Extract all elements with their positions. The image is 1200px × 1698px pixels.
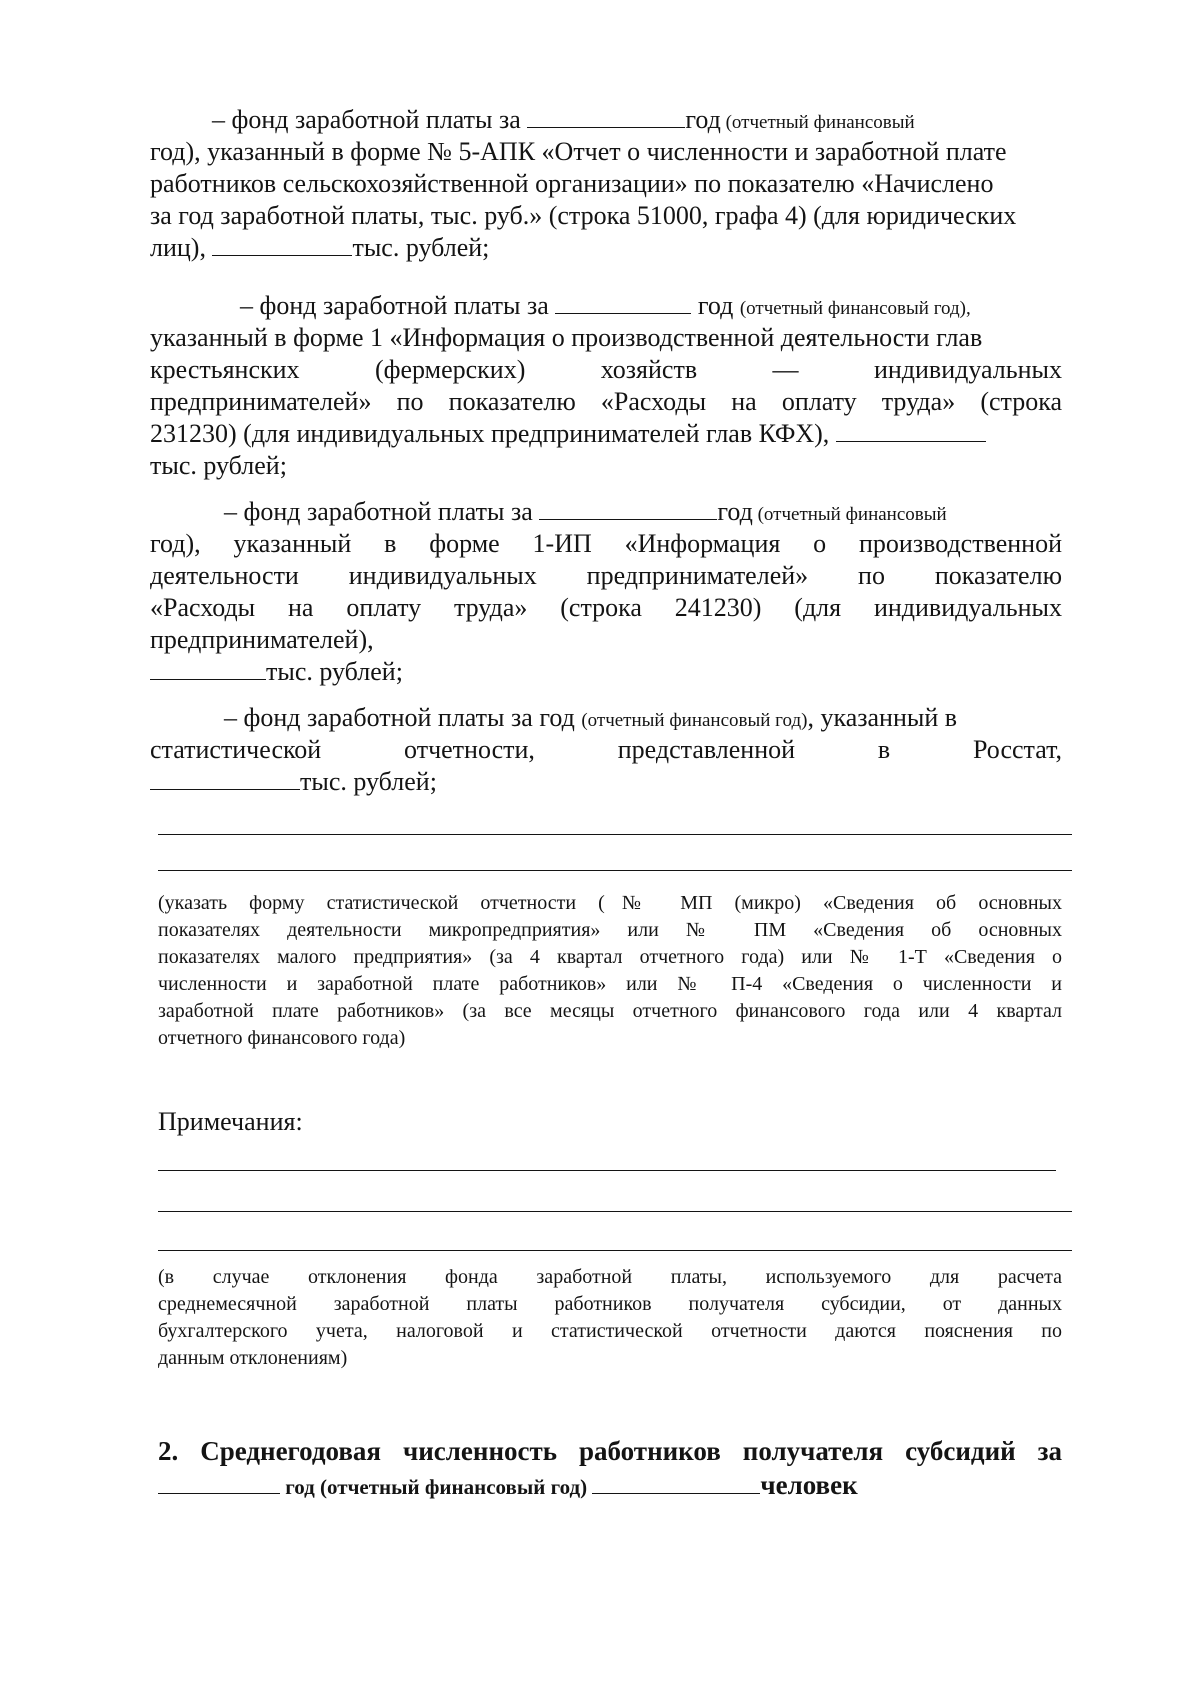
p3-line-5: предпринимателей), [150,625,374,654]
p1-text-5b: тыс. рублей; [352,233,490,262]
p2-text-1c: (отчетный финансовый год), [739,298,971,319]
p2-line-3: крестьянских (фермерских) хозяйств — индивидуальных [150,355,1062,384]
section2-line-1: 2. Среднегодовая численность работников получателя субсидий за [158,1436,1062,1466]
note1-line-6: отчетного финансового года) [158,1027,406,1049]
p1-line-5 [150,232,1062,264]
section2-headcount-blank[interactable] [592,1471,760,1494]
note2-line-4: данным отклонениям) [158,1347,348,1369]
p1-text-1c: (отчетный финансовый [720,112,915,133]
p1-text-5a: лиц), [150,233,213,262]
note2-line-2: среднемесячной заработной платы работников получателя субсидии, от данных [158,1293,1062,1315]
p1-text-1b: год [685,105,721,134]
section2-text-2a: год (отчетный финансовый год) [280,1475,593,1499]
p4-amount-blank[interactable] [150,767,300,790]
p4-line-3 [150,766,1062,798]
p3-line-6 [150,656,1062,688]
p3-line-1 [150,496,1062,528]
p2-text-5: 231230) (для индивидуальных предпринимателей глав КФХ), [150,419,836,448]
p2-line-6: тыс. рублей; [150,451,287,480]
p2-line-5 [150,418,1062,450]
p1-line-3: работников сельскохозяйственной организации» по показателю «Начислено [150,169,994,198]
p3-text-1a: – фонд заработной платы за [224,497,540,526]
p4-line-2: статистической отчетности, представленной в Росстат, [150,735,1062,764]
p2-amount-blank[interactable] [836,419,986,442]
note2-line-3: бухгалтерского учета, налоговой и статистической отчетности даются пояснения по [158,1320,1062,1342]
section2-text-2b: человек [760,1470,858,1500]
p1-line-1 [150,104,1062,136]
p3-amount-blank[interactable] [150,657,266,680]
p1-text-1a: – фонд заработной платы за [212,105,528,134]
p1-line-4: за год заработной платы, тыс. руб.» (строка 51000, графа 4) (для юридических [150,201,1017,230]
p3-line-4: «Расходы на оплату труда» (строка 241230) (для индивидуальных [150,593,1062,622]
p2-line-4: предпринимателей» по показателю «Расходы на оплату труда» (строка [150,387,1062,416]
p2-year-blank[interactable] [555,291,691,314]
p4-text-1a: – фонд заработной платы за год [224,703,582,732]
note1-line-5: заработной плате работников» (за все месяцы отчетного финансового года или 4 квартал [158,1000,1062,1022]
p2-line-2: указанный в форме 1 «Информация о производственной деятельности глав [150,323,983,352]
p3-line-3: деятельности индивидуальных предпринимателей» по показателю [150,561,1062,590]
section2-year-blank[interactable] [158,1471,280,1494]
remarks-blank-line-1[interactable] [158,1170,1056,1171]
p4-text-1c: , указанный в [807,703,958,732]
remarks-title: Примечания: [158,1107,303,1136]
p3-text-1b: год [717,497,753,526]
p3-year-blank[interactable] [539,497,717,520]
remarks-blank-line-3[interactable] [158,1250,1072,1251]
p1-year-blank[interactable] [527,105,685,128]
p2-text-1b: год [691,291,740,320]
p1-amount-blank[interactable] [212,233,352,256]
p4-line-1 [150,702,1062,734]
p4-text-3: тыс. рублей; [300,767,437,796]
stat-form-blank-line-1[interactable] [158,834,1072,835]
note1-line-4: численности и заработной плате работников» или № П-4 «Сведения о численности и [158,973,1062,995]
p3-text-1c: (отчетный финансовый [752,504,947,525]
p2-line-1 [150,290,1062,322]
note1-line-3: показателях малого предприятия» (за 4 квартал отчетного года) или № 1-Т «Сведения о [158,946,1062,968]
section2-line-2 [158,1468,1062,1502]
p4-text-1b: (отчетный финансовый год) [581,710,808,731]
p2-text-1a: – фонд заработной платы за [240,291,556,320]
p1-line-2: год), указанный в форме № 5-АПК «Отчет о численности и заработной плате [150,137,1007,166]
stat-form-blank-line-2[interactable] [158,870,1072,871]
note1-line-1: (указать форму статистической отчетности (№ МП (микро) «Сведения об основных [158,892,1062,914]
remarks-blank-line-2[interactable] [158,1211,1072,1212]
p3-line-2: год), указанный в форме 1-ИП «Информация о производственной [150,529,1062,558]
p3-text-6: тыс. рублей; [266,657,403,686]
note2-line-1: (в случае отклонения фонда заработной платы, используемого для расчета [158,1266,1062,1288]
note1-line-2: показателях деятельности микропредприятия» или № ПМ «Сведения об основных [158,919,1062,941]
